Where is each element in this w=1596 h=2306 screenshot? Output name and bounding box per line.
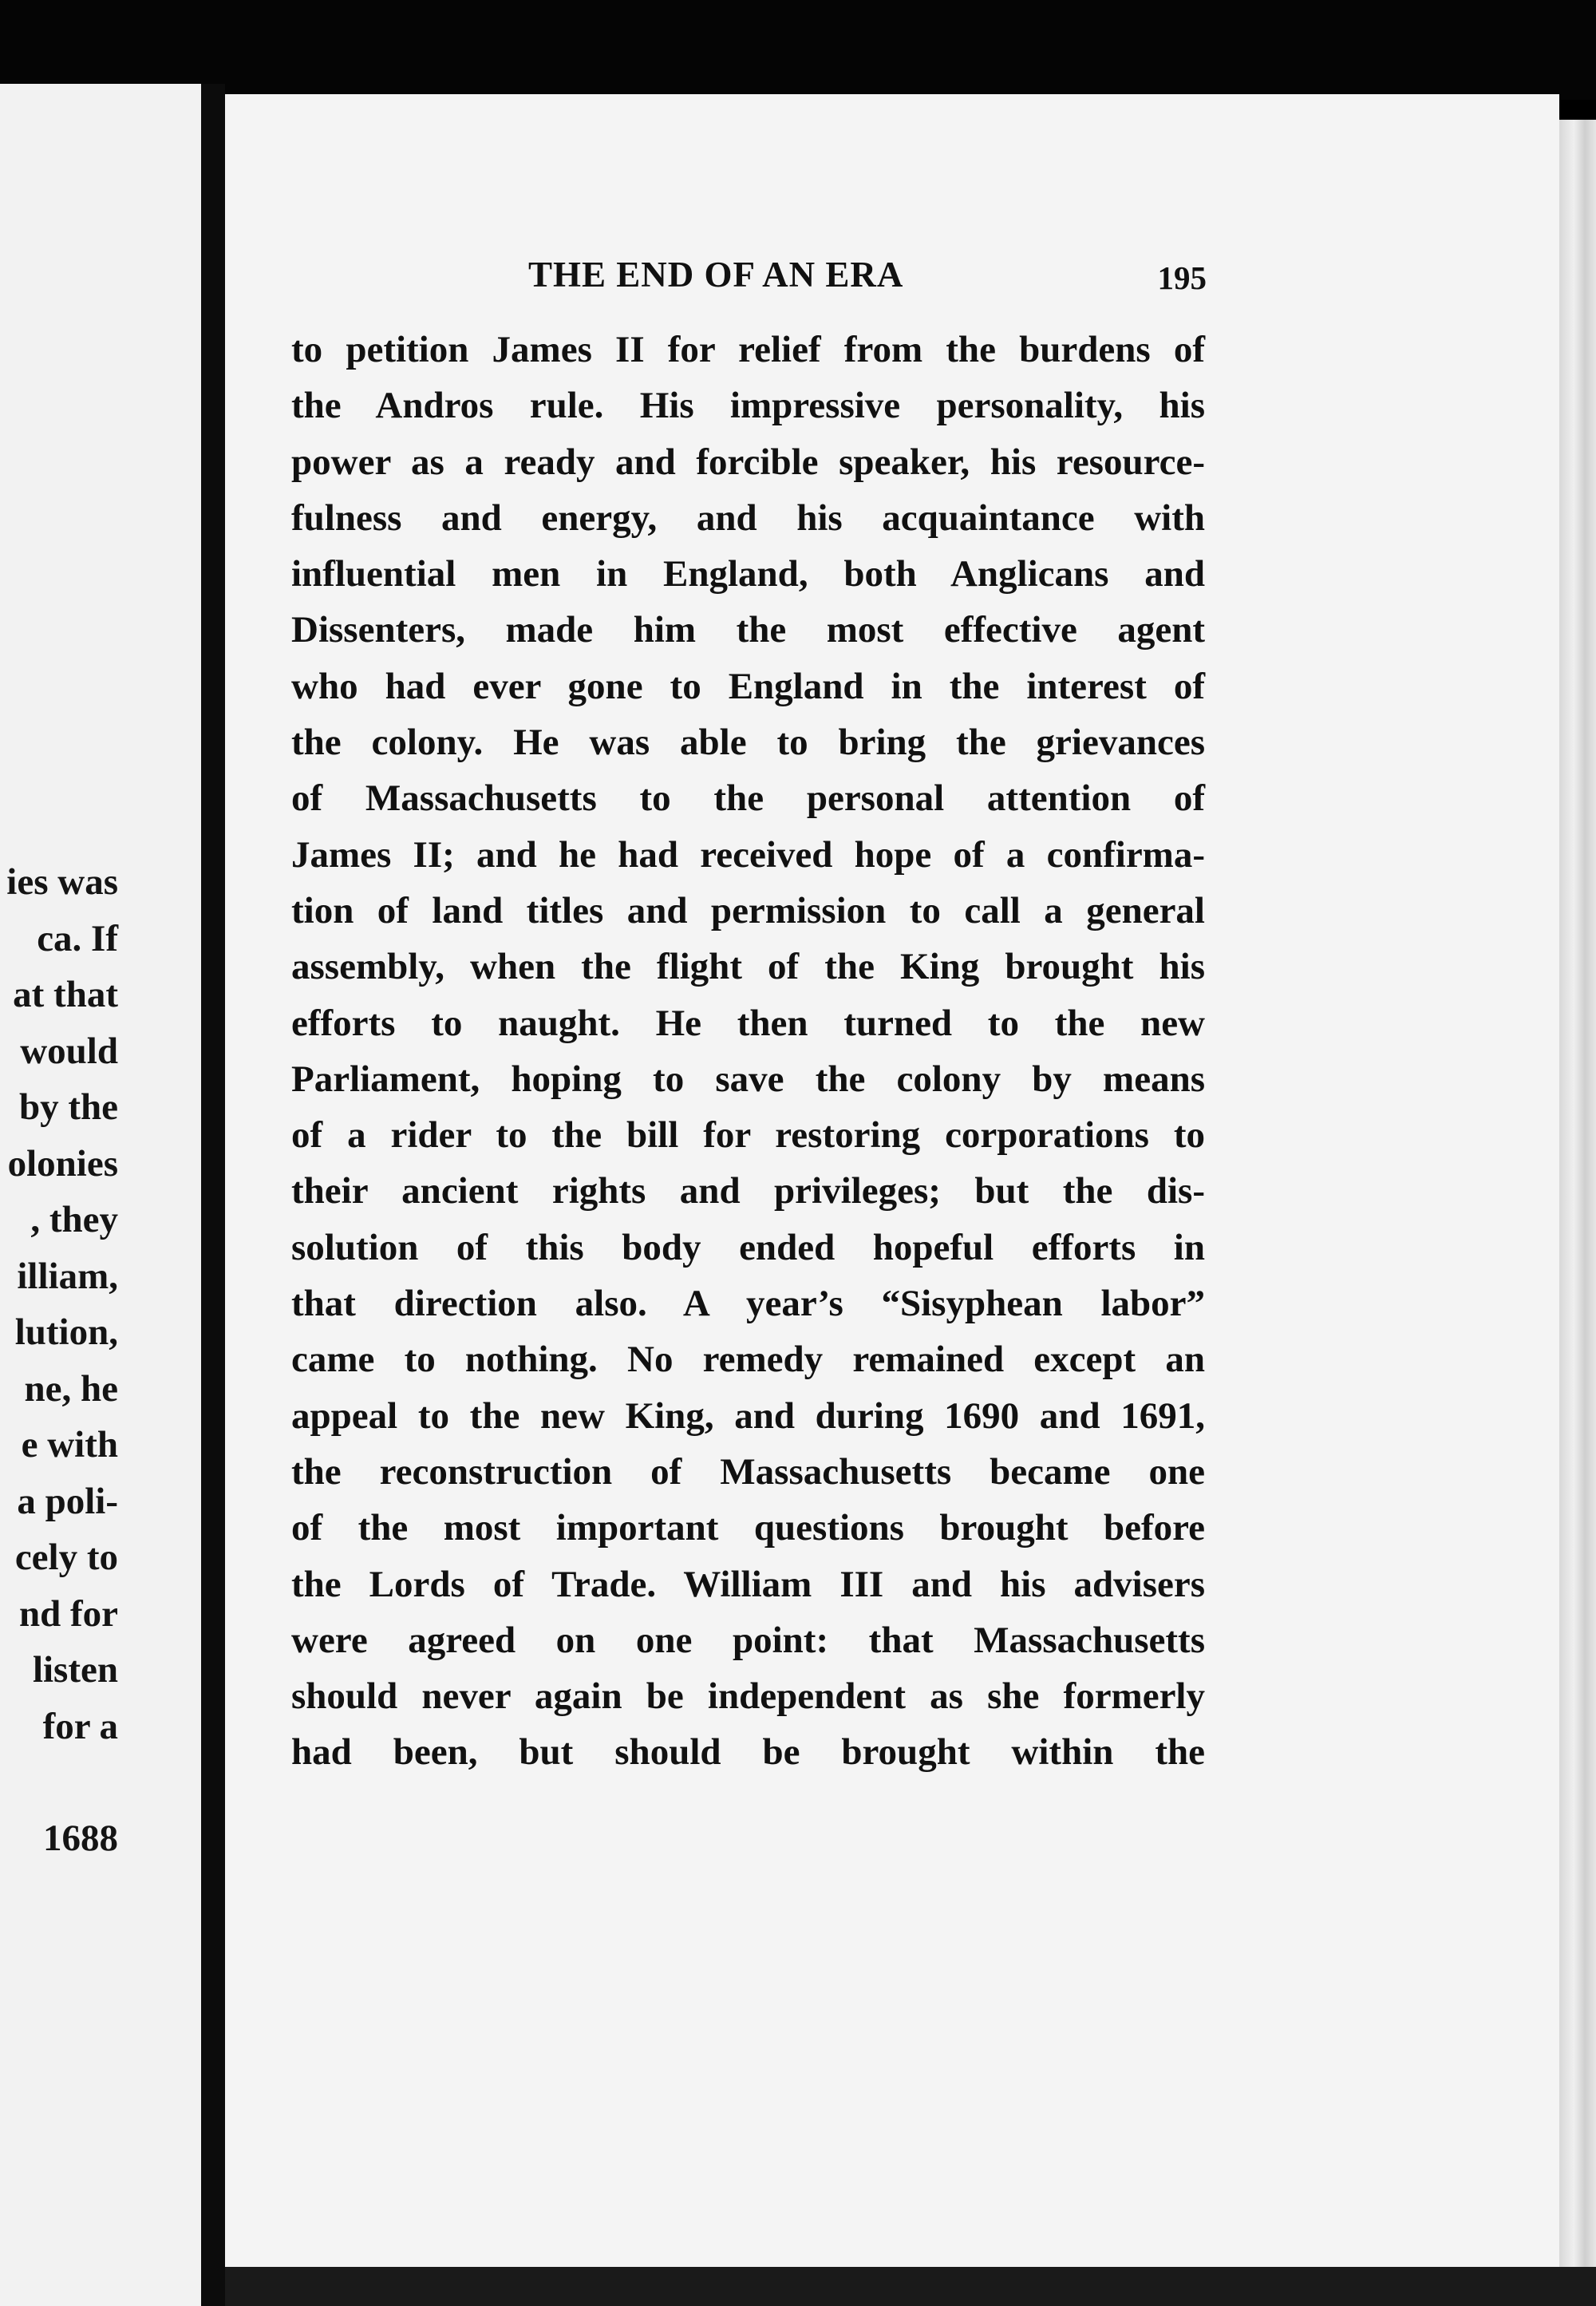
text-line: the reconstruction of Massachusetts became one (291, 1450, 1205, 1493)
text-line: James II; and he had received hope of a confirma- (291, 833, 1205, 876)
text-line: were agreed on one point: that Massachusetts (291, 1619, 1205, 1661)
text-line: influential men in England, both Anglicans and (291, 553, 1205, 595)
previous-page-line: , they (30, 1199, 118, 1240)
text-line: assembly, when the flight of the King brought his (291, 946, 1205, 988)
text-line: Parliament, hoping to save the colony by means (291, 1058, 1205, 1100)
text-line: of Massachusetts to the personal attention of (291, 777, 1205, 820)
previous-page-line: e with (21, 1424, 118, 1465)
previous-page-line: olonies (7, 1142, 118, 1185)
text-line: their ancient rights and privileges; but the dis- (291, 1170, 1205, 1212)
previous-page-line: listen (32, 1649, 118, 1691)
previous-page-line: ne, he (24, 1367, 118, 1410)
previous-page-text (6, 854, 118, 1867)
body-paragraph (291, 322, 1205, 1781)
text-line: of a rider to the bill for restoring corporations to (291, 1114, 1205, 1157)
text-line: should never again be independent as she formerly (291, 1675, 1205, 1718)
text-line: Dissenters, made him the most effective agent (291, 609, 1205, 651)
text-line: efforts to naught. He then turned to the new (291, 1002, 1205, 1044)
text-line: tion of land titles and permission to call a general (291, 889, 1205, 931)
text-line: solution of this body ended hopeful efforts in (291, 1226, 1205, 1268)
previous-page-line: for a (42, 1705, 118, 1747)
page-edges (1559, 120, 1596, 2275)
previous-page-line: would (20, 1030, 118, 1072)
text-line: who had ever gone to England in the interest of (291, 665, 1205, 707)
text-line: fulness and energy, and his acquaintance with (291, 496, 1205, 539)
text-line: the colony. He was able to bring the grievances (291, 722, 1205, 764)
text-line: that direction also. A year’s “Sisyphean labor” (291, 1283, 1205, 1325)
previous-page-line: lution, (14, 1311, 118, 1353)
scan-top-border (0, 0, 1596, 100)
previous-page-line: at that (13, 974, 118, 1015)
text-line: appeal to the new King, and during 1690 and 1691, (291, 1394, 1205, 1437)
scan-bottom-border (225, 2267, 1596, 2306)
text-line: power as a ready and forcible speaker, his resource- (291, 441, 1205, 483)
page-number: 195 (1157, 259, 1207, 296)
text-line: the Lords of Trade. William III and his advisers (291, 1563, 1205, 1605)
book-gutter (201, 84, 225, 2306)
page-header (297, 254, 1207, 302)
previous-page-line: 1688 (43, 1818, 118, 1859)
text-line: came to nothing. No remedy remained except an (291, 1339, 1205, 1381)
previous-page-line: ies was (6, 861, 118, 903)
previous-page-line: cely to (14, 1537, 118, 1578)
text-line: to petition James II for relief from the burdens of (291, 329, 1205, 370)
text-line: of the most important questions brought before (291, 1507, 1205, 1549)
previous-page-line (6, 1754, 118, 1810)
previous-page-line: nd for (18, 1592, 118, 1635)
text-line: had been, but should be brought within the (291, 1731, 1205, 1774)
previous-page-line: illiam, (17, 1255, 118, 1297)
previous-page-fragment (0, 84, 201, 2306)
previous-page-line: by the (18, 1086, 118, 1128)
previous-page-line: ca. If (37, 917, 118, 959)
running-head: THE END OF AN ERA (528, 255, 904, 295)
previous-page-line: a poli- (17, 1480, 118, 1522)
text-line: the Andros rule. His impressive personality, his (291, 385, 1205, 427)
